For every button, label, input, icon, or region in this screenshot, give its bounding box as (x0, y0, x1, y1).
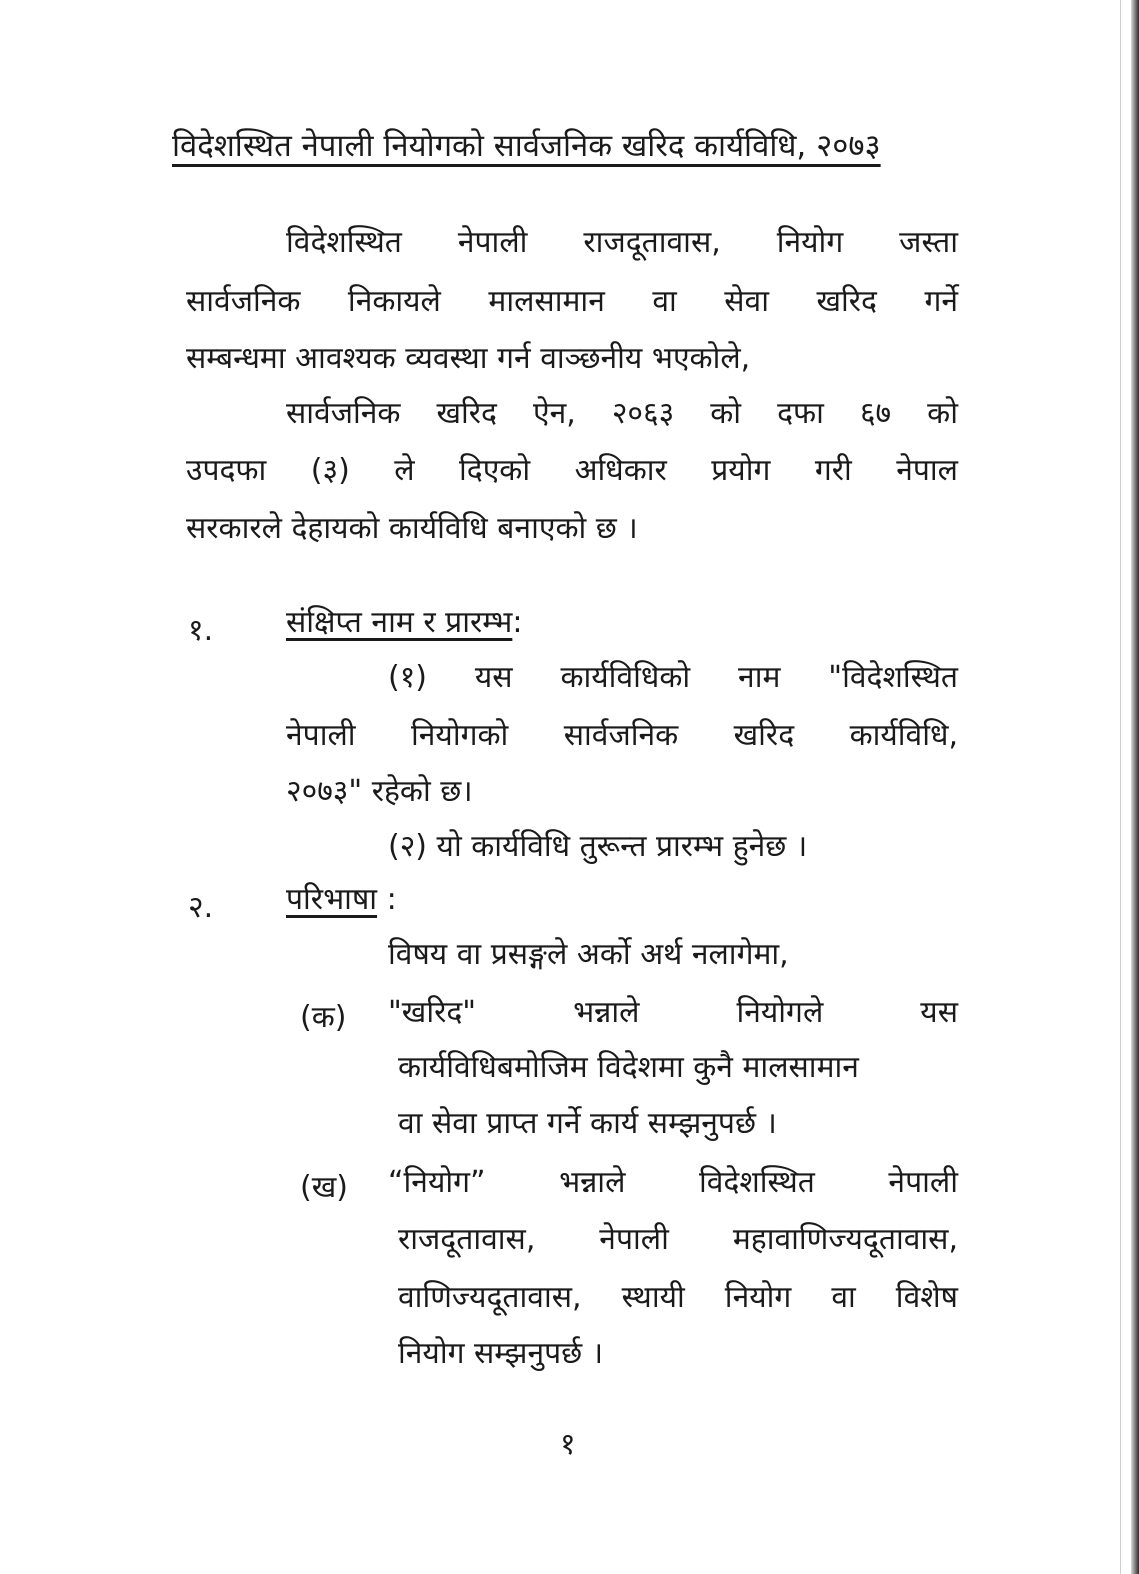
section-1-sub1-line-3: २०७३" रहेको छ। (286, 774, 473, 809)
preamble-p2-line-2: उपदफा (३) ले दिएको अधिकार प्रयोग गरी नेपाल (186, 453, 958, 488)
preamble-p1-line-3: सम्बन्धमा आवश्यक व्यवस्था गर्न वाञ्छनीय भएकोले, (186, 341, 751, 376)
section-1-sub2: (२) यो कार्यविधि तुरून्त प्रारम्भ हुनेछ । (388, 829, 808, 864)
preamble-p2-line-1: सार्वजनिक खरिद ऐन, २०६३ को दफा ६७ को (286, 396, 958, 431)
definition-kha-line-3: वाणिज्यदूतावास, स्थायी नियोग वा विशेष (398, 1280, 958, 1315)
definition-ka-line-2: कार्यविधिबमोजिम विदेशमा कुनै मालसामान (398, 1050, 859, 1085)
definition-kha-line-2: राजदूतावास, नेपाली महावाणिज्यदूतावास, (398, 1222, 958, 1257)
section-1-colon: : (512, 605, 523, 640)
page-edge-shadow (1131, 0, 1139, 1574)
section-2-number: २. (188, 890, 214, 925)
section-1-sub1-line-2: नेपाली नियोगको सार्वजनिक खरिद कार्यविधि, (286, 718, 958, 753)
section-1-sub1-line-1: (१) यस कार्यविधिको नाम "विदेशस्थित (388, 660, 958, 695)
section-1-heading: संक्षिप्त नाम र प्रारम्भ (286, 605, 513, 640)
preamble-p1-line-2: सार्वजनिक निकायले मालसामान वा सेवा खरिद गर्ने (186, 284, 958, 319)
definition-kha-line-1: “नियोग” भन्नाले विदेशस्थित नेपाली (388, 1165, 958, 1200)
definition-ka-line-1: "खरिद" भन्नाले नियोगले यस (388, 995, 958, 1030)
definition-kha-line-4: नियोग सम्झनुपर्छ । (398, 1336, 604, 1371)
document-title: विदेशस्थित नेपाली नियोगको सार्वजनिक खरिद कार्यविधि, २०७३ (172, 128, 881, 164)
section-2-colon: : (377, 882, 397, 917)
section-2-intro: विषय वा प्रसङ्गले अर्को अर्थ नलागेमा, (388, 937, 789, 972)
page-number: १ (560, 1427, 576, 1462)
definition-kha-label: (ख) (300, 1170, 348, 1205)
definition-ka-line-3: वा सेवा प्राप्त गर्ने कार्य सम्झनुपर्छ । (398, 1106, 777, 1141)
preamble-p2-line-3: सरकारले देहायको कार्यविधि बनाएको छ । (186, 511, 638, 546)
section-2-heading-line (286, 882, 397, 918)
section-1-heading-line (286, 605, 522, 641)
page-edge-line (1120, 0, 1121, 1574)
preamble-p1-line-1: विदेशस्थित नेपाली राजदूतावास, नियोग जस्ता (286, 225, 958, 260)
section-1-number: १. (188, 613, 214, 648)
section-2-heading: परिभाषा (286, 882, 378, 917)
definition-ka-label: (क) (300, 1000, 347, 1035)
